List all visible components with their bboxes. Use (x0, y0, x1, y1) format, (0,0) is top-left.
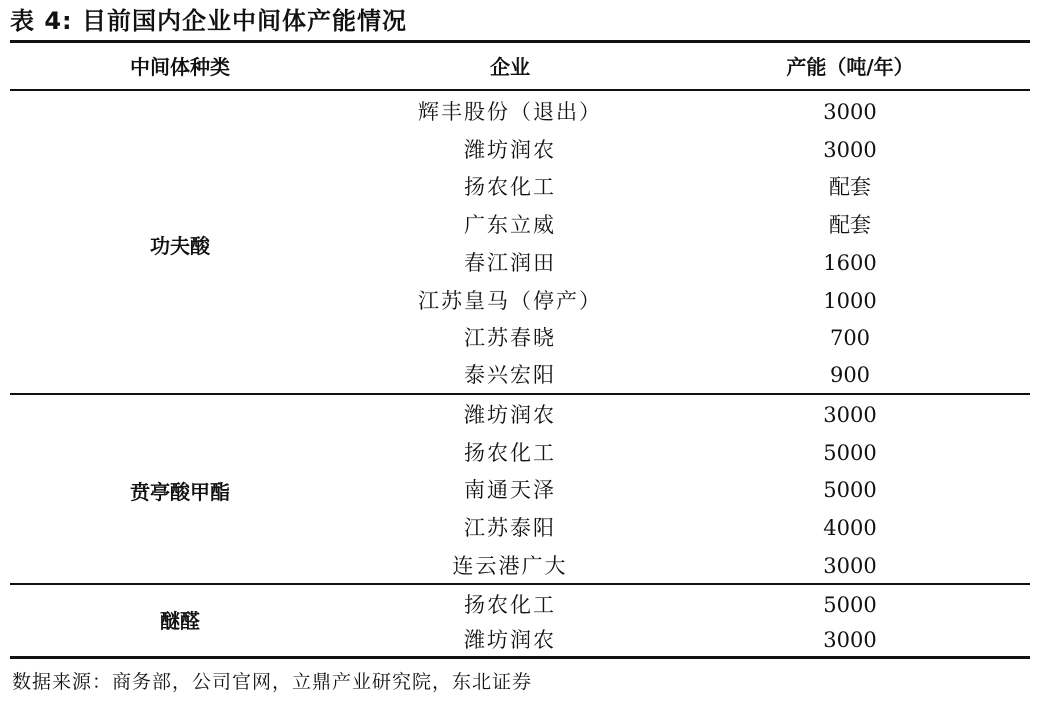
company-cell: 江苏泰阳 (464, 516, 556, 540)
table-row (10, 397, 1030, 434)
capacity-cell: 3000 (823, 138, 877, 162)
capacity-cell: 配套 (829, 175, 871, 199)
company-cell: 春江润田 (464, 251, 556, 275)
capacity-cell: 1600 (823, 251, 877, 275)
capacity-cell: 1000 (823, 289, 877, 313)
table-row (10, 435, 1030, 472)
table-row (10, 207, 1030, 244)
table-row (10, 245, 1030, 282)
group-separator (10, 393, 1030, 395)
capacity-cell: 配套 (829, 213, 871, 237)
company-cell: 连云港广大 (452, 554, 568, 578)
table-title: 表 4: 目前国内企业中间体产能情况 (10, 7, 408, 35)
group-ether-aldehyde (10, 587, 1030, 655)
company-cell: 江苏春晓 (464, 326, 556, 350)
category-label: 贲亭酸甲酯 (130, 480, 230, 504)
category-label: 功夫酸 (150, 234, 210, 258)
category-label: 醚醛 (160, 609, 200, 633)
header-rule (10, 89, 1030, 91)
capacity-cell: 5000 (823, 478, 877, 502)
table-row (10, 283, 1030, 320)
company-cell: 辉丰股份（退出） (418, 100, 602, 124)
capacity-cell: 3000 (823, 100, 877, 124)
table-row (10, 357, 1030, 394)
company-cell: 江苏皇马（停产） (418, 289, 602, 313)
table-row (10, 132, 1030, 169)
company-cell: 扬农化工 (464, 441, 556, 465)
capacity-cell: 900 (829, 363, 871, 387)
table-row (10, 587, 1030, 624)
capacity-cell: 5000 (823, 441, 877, 465)
header-capacity: 产能（吨/年） (786, 55, 914, 79)
company-cell: 潍坊润农 (464, 403, 556, 427)
table-row (10, 510, 1030, 547)
table-row (10, 622, 1030, 659)
table-row (10, 472, 1030, 509)
company-cell: 潍坊润农 (464, 138, 556, 162)
source-note: 数据来源：商务部，公司官网，立鼎产业研究院，东北证券 (12, 671, 533, 693)
capacity-cell: 4000 (823, 516, 877, 540)
header-category: 中间体种类 (130, 55, 230, 79)
header-company: 企业 (490, 55, 530, 79)
capacity-cell: 700 (829, 326, 871, 350)
top-rule (10, 40, 1030, 43)
bottom-rule (10, 656, 1030, 659)
capacity-cell: 3000 (823, 628, 877, 652)
company-cell: 南通天泽 (464, 478, 556, 502)
capacity-cell: 3000 (823, 554, 877, 578)
group-methyl-ester (10, 397, 1030, 583)
capacity-cell: 5000 (823, 593, 877, 617)
company-cell: 扬农化工 (464, 175, 556, 199)
company-cell: 潍坊润农 (464, 628, 556, 652)
table-row (10, 548, 1030, 585)
company-cell: 扬农化工 (464, 593, 556, 617)
table-row (10, 94, 1030, 131)
group-gongfu-acid (10, 94, 1030, 392)
table-row (10, 320, 1030, 357)
company-cell: 泰兴宏阳 (464, 363, 556, 387)
table-row (10, 169, 1030, 206)
company-cell: 广东立威 (464, 213, 556, 237)
group-separator (10, 583, 1030, 585)
capacity-cell: 3000 (823, 403, 877, 427)
